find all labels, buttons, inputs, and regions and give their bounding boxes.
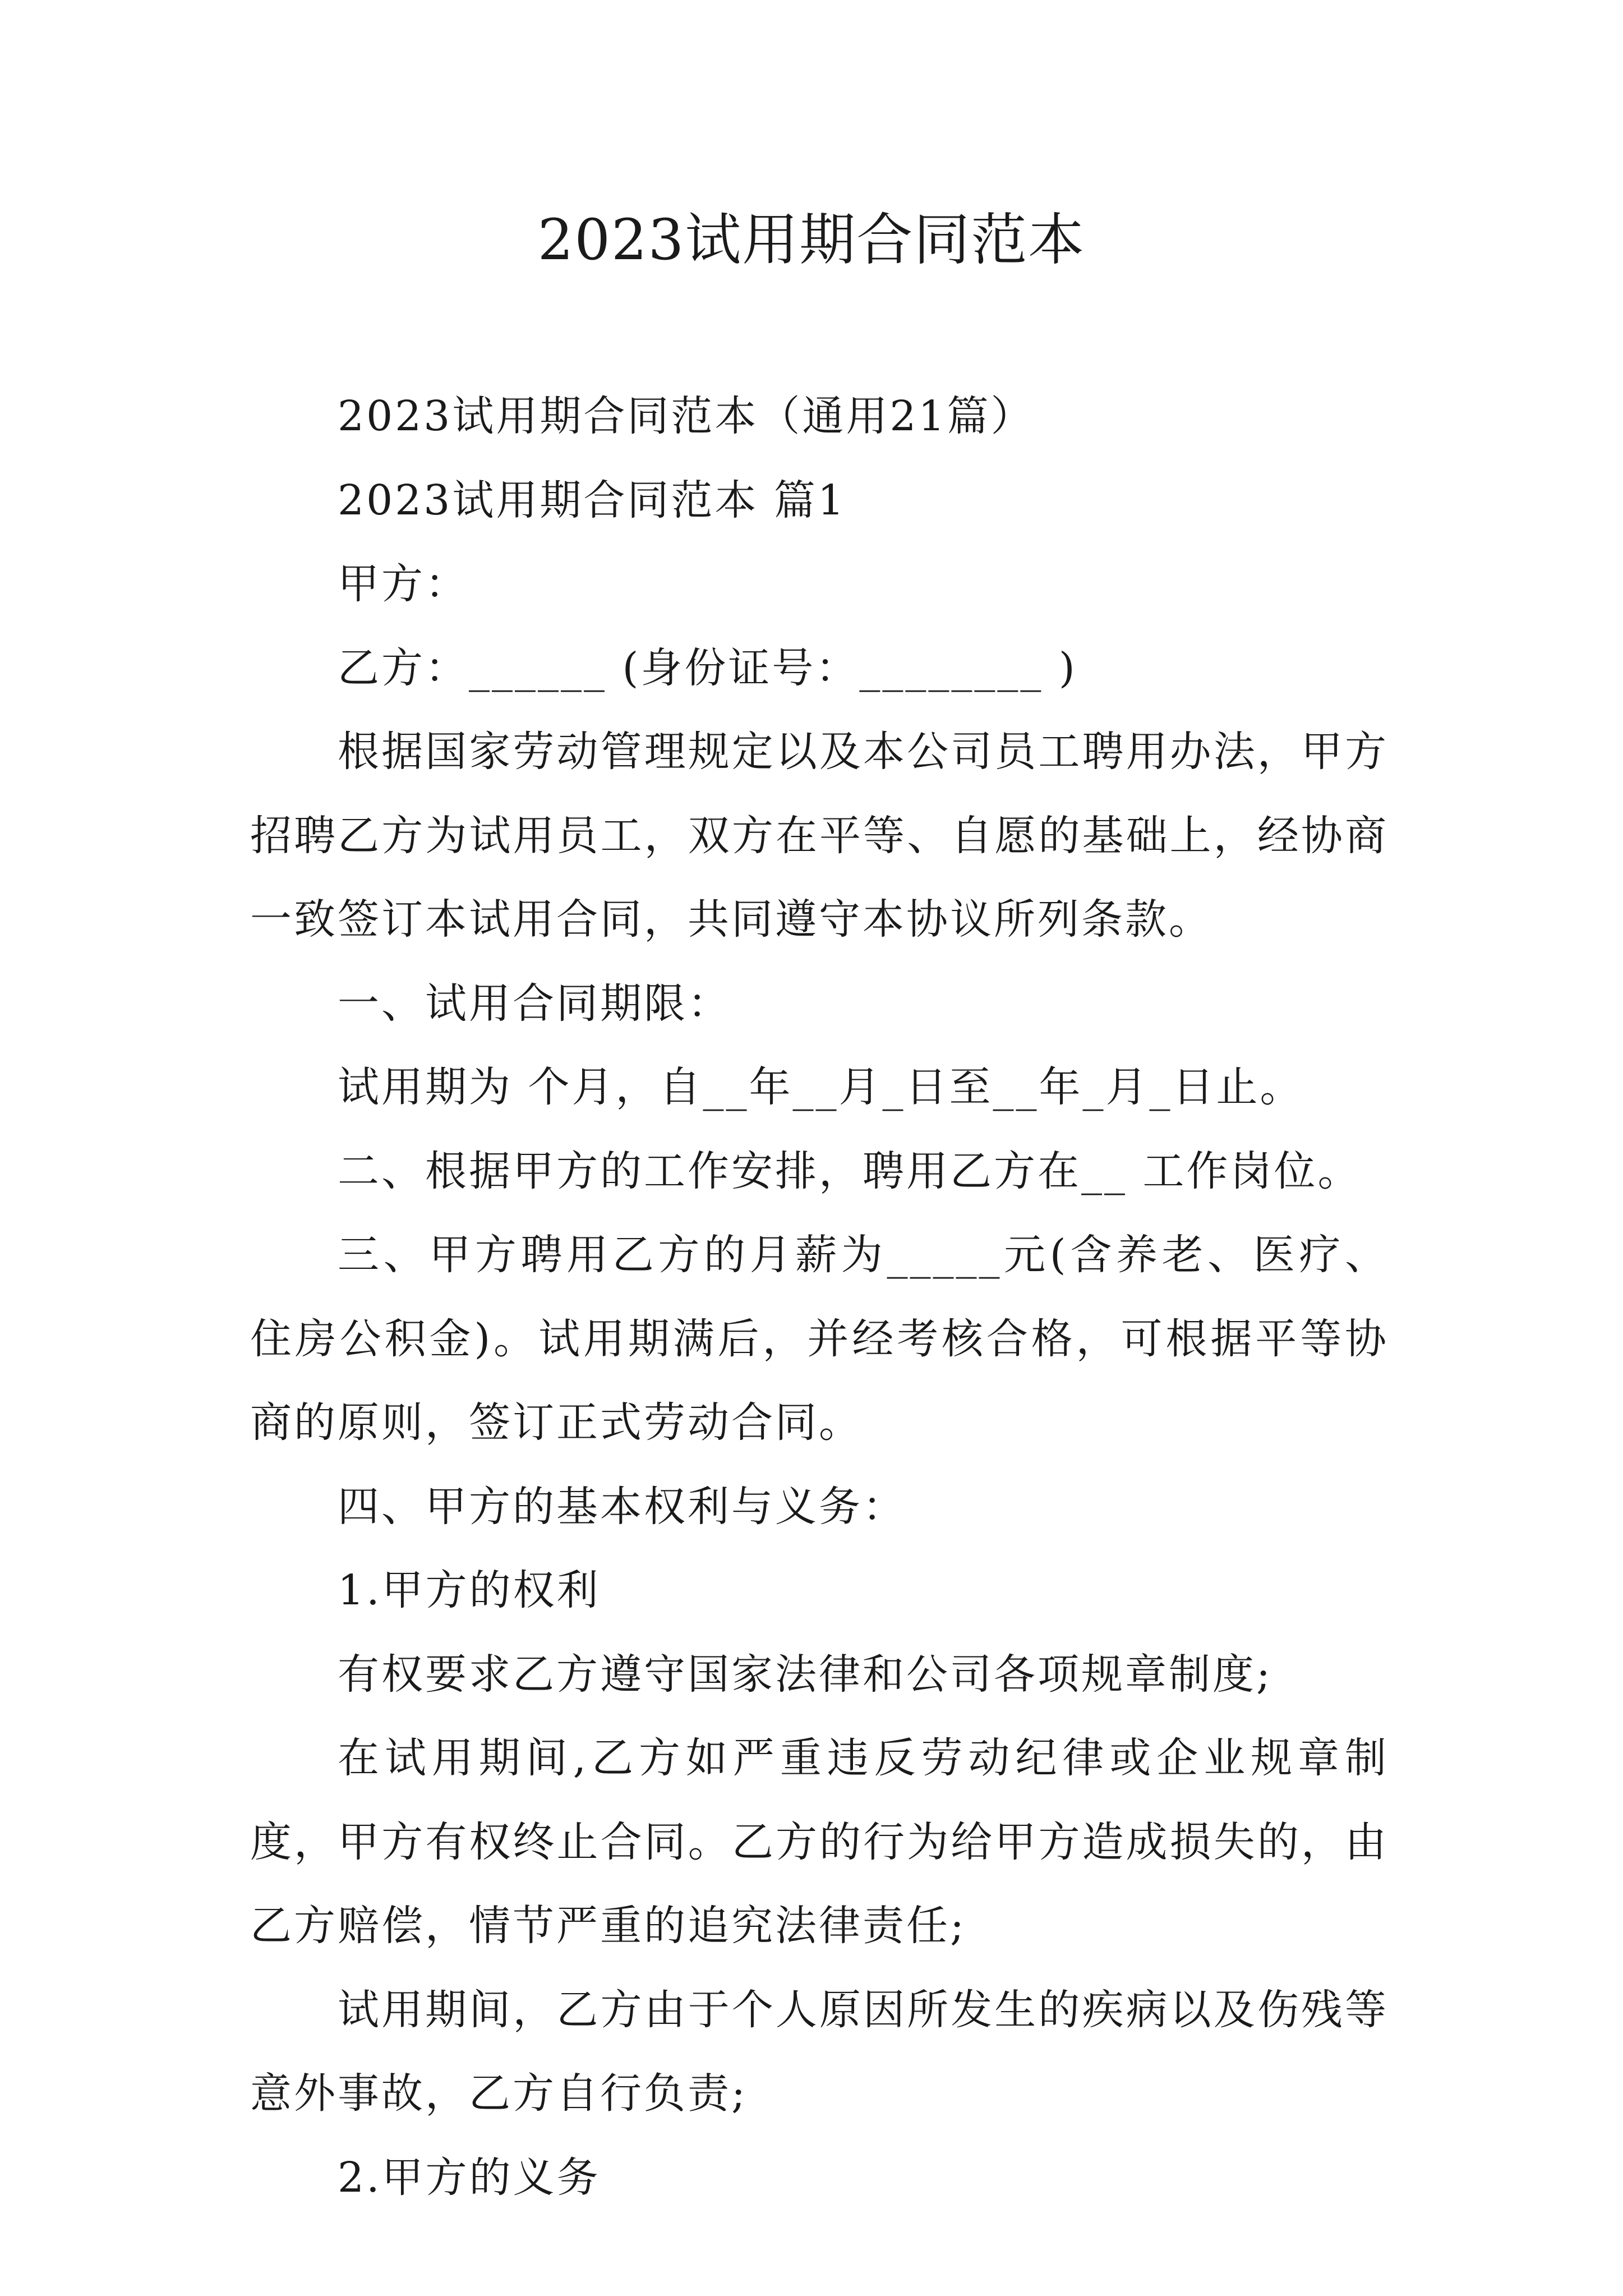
section-heading: 2023试用期合同范本 篇1	[338, 476, 846, 524]
doc-subtitle: 2023试用期合同范本（通用21篇）	[338, 392, 1035, 440]
clause-text: 试用期为 个月，自__年__月_日至__年_月_日止。	[338, 1063, 1304, 1111]
clause-heading: 四、甲方的基本权利与义务：	[338, 1482, 906, 1531]
clause-text: 三、甲方聘用乙方的月薪为_____元(含养老、医疗、住房公积金)。试用期满后，并经考核合格，可根据平等协商的原则，签订正式劳动合同。	[250, 1231, 1389, 1447]
subclause-heading: 2.甲方的义务	[338, 2153, 601, 2202]
clause-text: 有权要求乙方遵守国家法律和公司各项规章制度;	[338, 1650, 1272, 1699]
party-a-line: 甲方：	[338, 560, 469, 608]
clause-text: 二、根据甲方的工作安排，聘用乙方在__ 工作岗位。	[338, 1147, 1362, 1195]
preamble-paragraph: 根据国家劳动管理规定以及本公司员工聘用办法，甲方招聘乙方为试用员工，双方在平等、自愿的基础上，经协商一致签订本试用合同，共同遵守本协议所列条款。	[250, 728, 1389, 944]
document-title: 2023试用期合同范本	[537, 207, 1086, 273]
clause-heading: 一、试用合同期限：	[338, 979, 731, 1028]
document-body	[250, 375, 1389, 2220]
clause-text: 试用期间，乙方由于个人原因所发生的疾病以及伤残等意外事故，乙方自行负责;	[250, 1985, 1389, 2118]
clause-text: 在试用期间,乙方如严重违反劳动纪律或企业规章制度，甲方有权终止合同。乙方的行为给甲方造成损失的，由乙方赔偿，情节严重的追究法律责任;	[250, 1734, 1389, 1950]
party-b-line: 乙方：______ (身份证号：________ )	[338, 643, 1077, 692]
subclause-heading: 1.甲方的权利	[338, 1566, 601, 1614]
